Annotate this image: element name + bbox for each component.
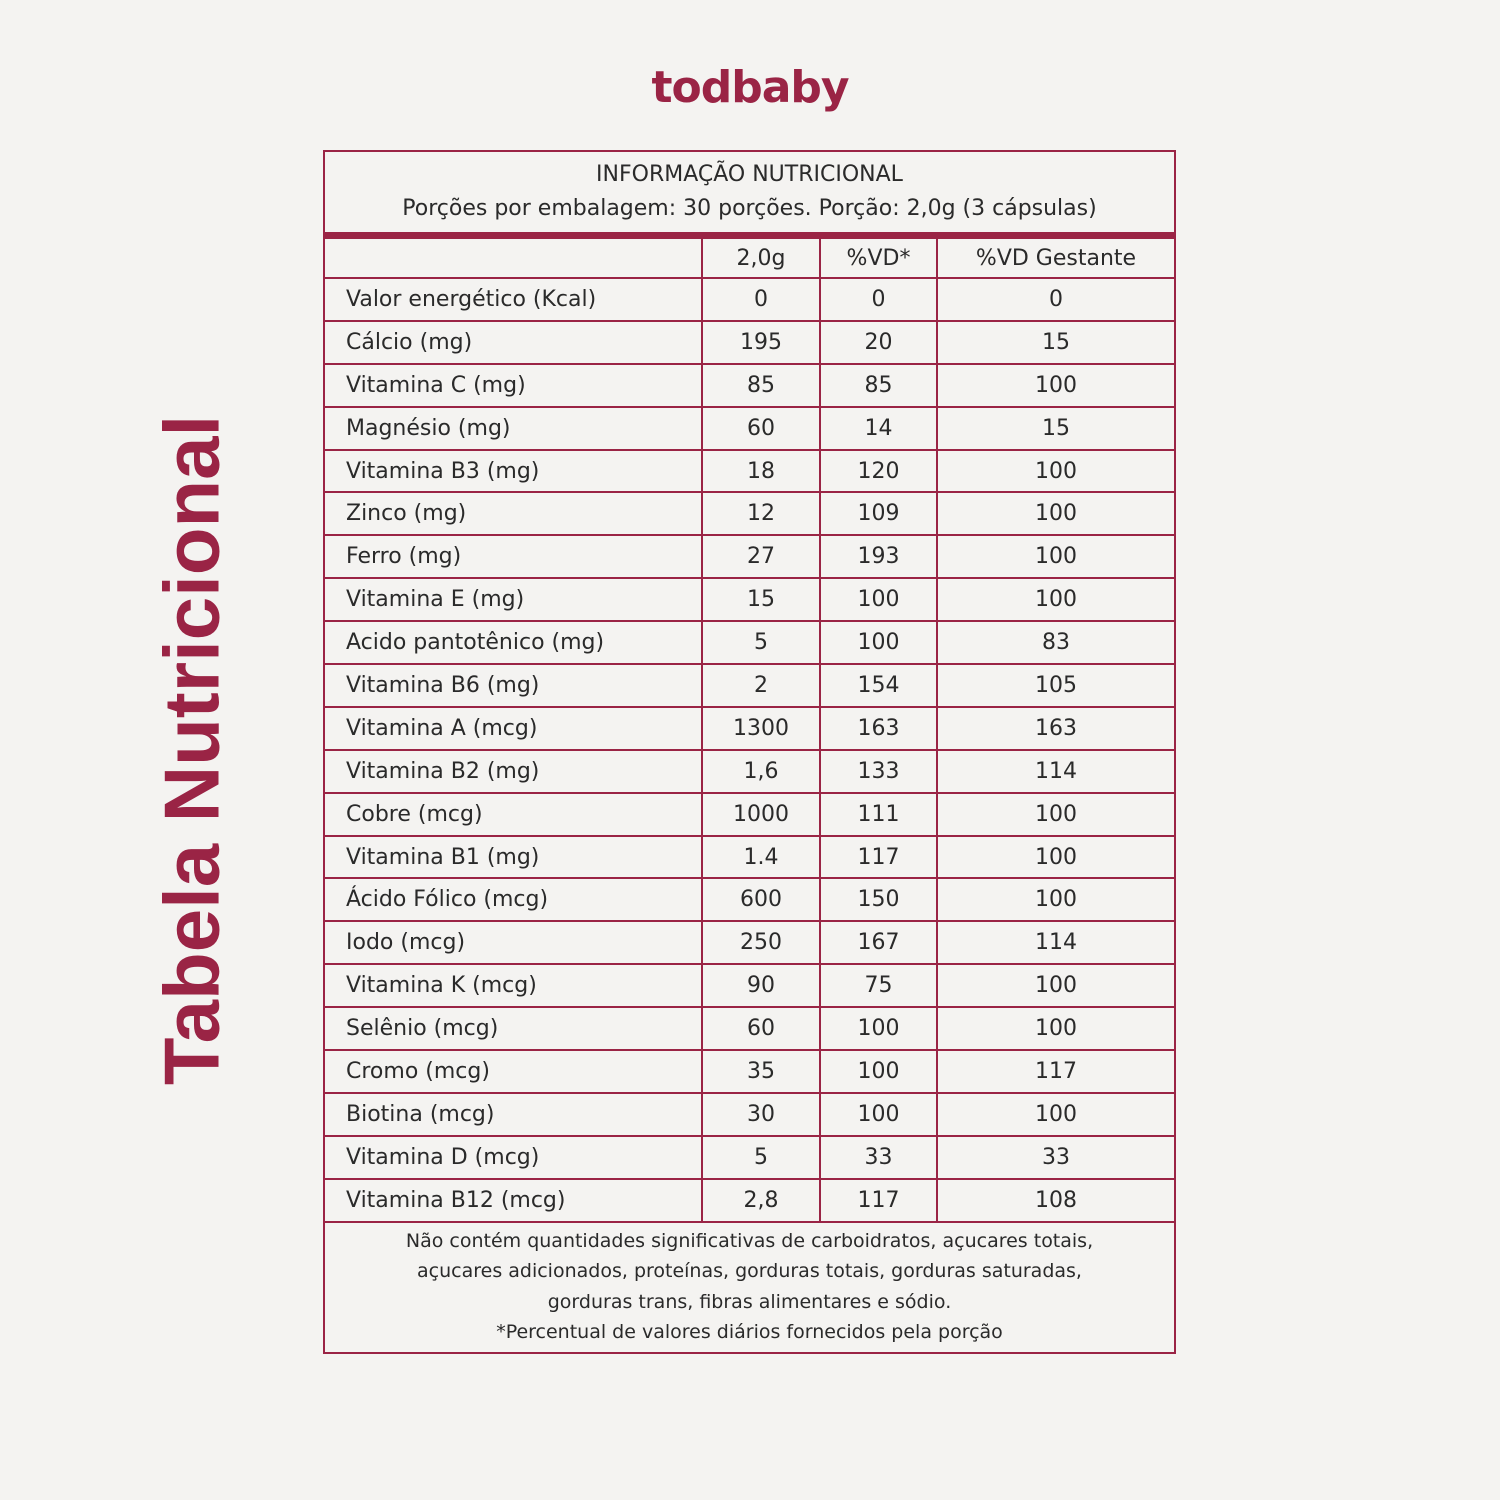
nutrient-value: 1.4	[703, 837, 821, 878]
nutrient-name: Cromo (mcg)	[325, 1051, 703, 1092]
column-header: %VD Gestante	[975, 245, 1137, 271]
table-title: INFORMAÇÃO NUTRICIONAL	[596, 162, 903, 187]
nutrient-name: Vitamina B12 (mcg)	[325, 1180, 703, 1221]
table-row	[325, 622, 1174, 665]
nutrient-value: 100	[1035, 587, 1077, 613]
nutrient-name: Selênio (mcg)	[325, 1008, 703, 1049]
table-row	[325, 1051, 1174, 1094]
footnote-text: Não contém quantidades significativas de carboidratos, açucares totais, açucares adicionados, proteínas, gorduras totais, gorduras saturadas, gorduras trans, fibras alimentares e sódio.	[405, 1229, 1094, 1313]
nutrient-value: 18	[703, 451, 821, 492]
nutrient-name: Vitamina K (mcg)	[325, 965, 703, 1006]
nutrient-value: 114	[1035, 758, 1077, 784]
nutrient-value: 1300	[703, 708, 821, 749]
nutrient-name: Cálcio (mg)	[325, 322, 703, 363]
table-subtitle: Porções por embalagem: 30 porções. Porção: 2,0g (3 cápsulas)	[402, 196, 1097, 221]
table-row	[325, 1137, 1174, 1180]
nutrient-value: 109	[821, 493, 938, 534]
table-row	[325, 365, 1174, 408]
nutrient-value: 2	[703, 665, 821, 706]
nutrient-value: 30	[703, 1094, 821, 1135]
nutrient-value: 20	[821, 322, 938, 363]
nutrient-value: 111	[821, 794, 938, 835]
nutrient-value: 105	[1035, 672, 1077, 698]
nutrient-value: 75	[821, 965, 938, 1006]
table-row	[325, 451, 1174, 494]
table-row	[325, 1008, 1174, 1051]
nutrient-name: Ferro (mg)	[325, 536, 703, 577]
table-footnote	[325, 1223, 1174, 1352]
nutrient-value: 0	[703, 279, 821, 320]
table-row	[325, 536, 1174, 579]
table-row	[325, 579, 1174, 622]
nutrient-name: Vitamina B6 (mg)	[325, 665, 703, 706]
nutrient-value: 100	[1035, 501, 1077, 527]
table-row	[325, 879, 1174, 922]
nutrient-value: 33	[1042, 1144, 1070, 1170]
nutrition-table	[323, 150, 1176, 1354]
nutrient-value: 100	[821, 1094, 938, 1135]
nutrient-name: Vitamina A (mcg)	[325, 708, 703, 749]
nutrient-name: Zinco (mg)	[325, 493, 703, 534]
side-title: Tabela Nutricional	[147, 414, 236, 1086]
column-header	[325, 239, 703, 277]
nutrient-value: 117	[1035, 1058, 1077, 1084]
nutrient-value: 100	[1035, 544, 1077, 570]
nutrient-name: Vitamina B3 (mg)	[325, 451, 703, 492]
nutrient-value: 100	[1035, 458, 1077, 484]
nutrient-value: 167	[821, 922, 938, 963]
table-row	[325, 837, 1174, 880]
nutrient-value: 35	[703, 1051, 821, 1092]
table-row	[325, 665, 1174, 708]
table-row	[325, 493, 1174, 536]
nutrient-value: 100	[1035, 1101, 1077, 1127]
nutrient-name: Vitamina B1 (mg)	[325, 837, 703, 878]
table-row	[325, 965, 1174, 1008]
nutrient-value: 193	[821, 536, 938, 577]
column-header-row	[325, 239, 1174, 279]
nutrient-value: 83	[1042, 630, 1070, 656]
nutrient-value: 100	[1035, 1016, 1077, 1042]
nutrient-name: Cobre (mcg)	[325, 794, 703, 835]
nutrient-name: Vitamina B2 (mg)	[325, 751, 703, 792]
nutrient-value: 100	[1035, 887, 1077, 913]
nutrient-value: 60	[703, 408, 821, 449]
nutrient-name: Acido pantotênico (mg)	[325, 622, 703, 663]
nutrient-value: 15	[1042, 329, 1070, 355]
nutrient-value: 33	[821, 1137, 938, 1178]
nutrient-name: Biotina (mcg)	[325, 1094, 703, 1135]
nutrient-value: 0	[821, 279, 938, 320]
brand-logo: todbaby	[651, 62, 849, 113]
footnote-vd: *Percentual de valores diários fornecidos pela porção	[496, 1321, 1003, 1344]
nutrient-value: 163	[821, 708, 938, 749]
table-header	[325, 152, 1174, 239]
nutrient-value: 5	[703, 622, 821, 663]
nutrient-value: 85	[821, 365, 938, 406]
nutrient-name: Vitamina D (mcg)	[325, 1137, 703, 1178]
column-header: %VD*	[821, 239, 938, 277]
nutrient-value: 1,6	[703, 751, 821, 792]
nutrient-value: 90	[703, 965, 821, 1006]
nutrient-value: 12	[703, 493, 821, 534]
nutrient-name: Vitamina C (mg)	[325, 365, 703, 406]
table-row	[325, 279, 1174, 322]
nutrient-value: 15	[1042, 415, 1070, 441]
nutrient-value: 100	[821, 579, 938, 620]
nutrient-value: 108	[1035, 1187, 1077, 1213]
nutrient-value: 27	[703, 536, 821, 577]
nutrient-value: 117	[821, 1180, 938, 1221]
nutrient-name: Magnésio (mg)	[325, 408, 703, 449]
nutrient-value: 60	[703, 1008, 821, 1049]
nutrient-value: 1000	[703, 794, 821, 835]
nutrient-value: 0	[1049, 286, 1063, 312]
nutrient-value: 133	[821, 751, 938, 792]
nutrient-value: 85	[703, 365, 821, 406]
nutrient-value: 163	[1035, 715, 1077, 741]
table-row	[325, 1094, 1174, 1137]
nutrient-value: 100	[821, 1008, 938, 1049]
nutrient-value: 14	[821, 408, 938, 449]
nutrient-name: Vitamina E (mg)	[325, 579, 703, 620]
nutrient-name: Valor energético (Kcal)	[325, 279, 703, 320]
nutrient-value: 114	[1035, 930, 1077, 956]
nutrient-value: 100	[821, 1051, 938, 1092]
nutrient-value: 250	[703, 922, 821, 963]
table-row	[325, 1180, 1174, 1223]
table-row	[325, 751, 1174, 794]
table-row	[325, 408, 1174, 451]
nutrient-name: Ácido Fólico (mcg)	[325, 879, 703, 920]
nutrient-value: 120	[821, 451, 938, 492]
nutrient-value: 117	[821, 837, 938, 878]
nutrient-value: 100	[821, 622, 938, 663]
nutrient-value: 154	[821, 665, 938, 706]
nutrient-value: 100	[1035, 973, 1077, 999]
nutrient-value: 2,8	[703, 1180, 821, 1221]
nutrient-value: 150	[821, 879, 938, 920]
column-header: 2,0g	[703, 239, 821, 277]
nutrient-value: 195	[703, 322, 821, 363]
table-row	[325, 322, 1174, 365]
table-row	[325, 794, 1174, 837]
nutrient-value: 600	[703, 879, 821, 920]
nutrient-value: 15	[703, 579, 821, 620]
nutrient-value: 100	[1035, 844, 1077, 870]
nutrient-value: 100	[1035, 372, 1077, 398]
table-row	[325, 708, 1174, 751]
nutrient-value: 5	[703, 1137, 821, 1178]
nutrient-value: 100	[1035, 801, 1077, 827]
table-row	[325, 922, 1174, 965]
nutrient-name: Iodo (mcg)	[325, 922, 703, 963]
